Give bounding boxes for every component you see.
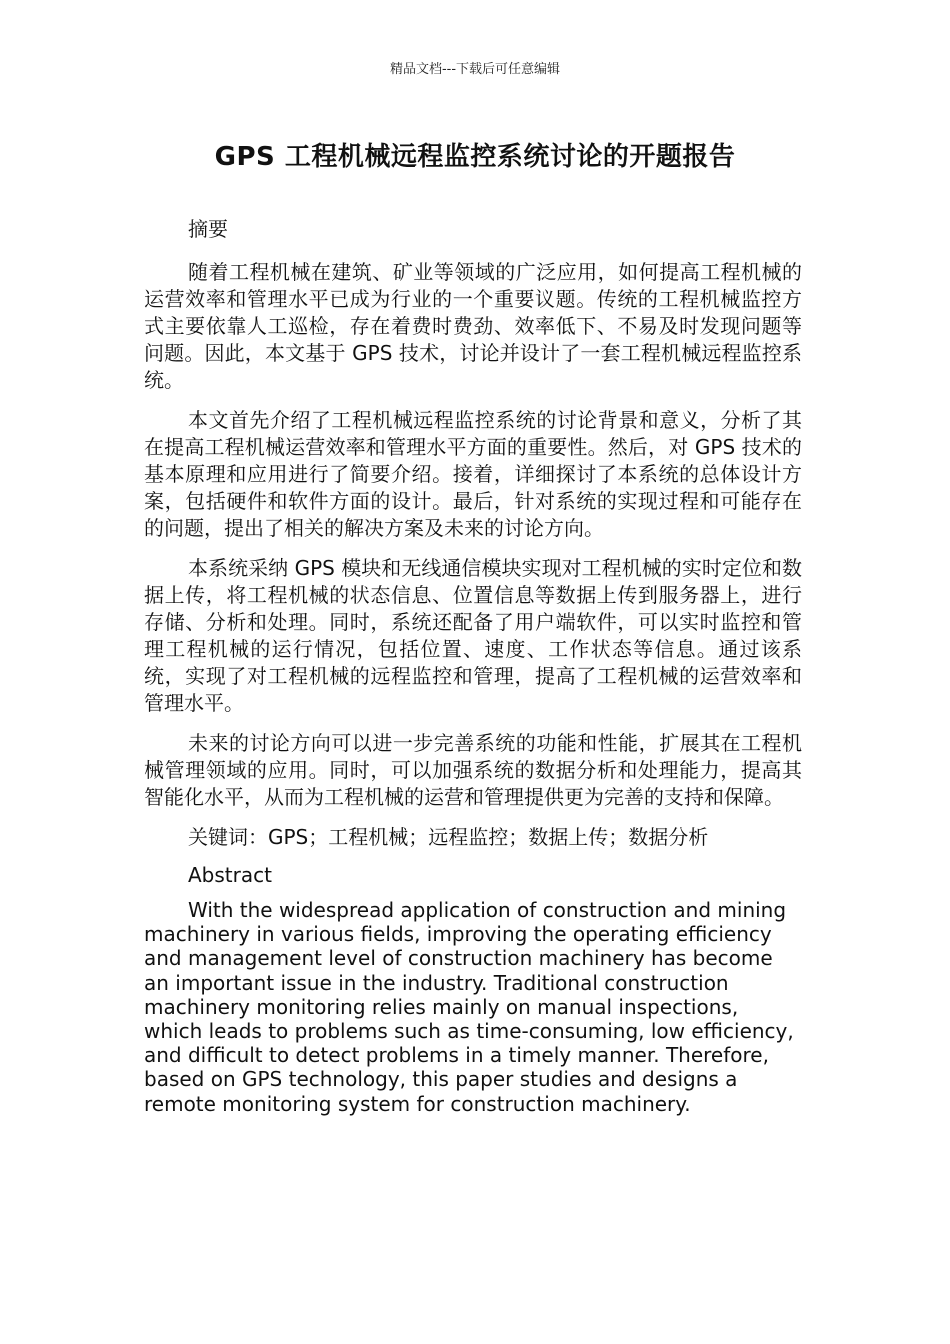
abstract-en-label: Abstract [188, 863, 272, 887]
keywords-line: 关键词：GPS；工程机械；远程监控；数据上传；数据分析 [188, 825, 709, 849]
abstract-cn-label: 摘要 [188, 217, 228, 241]
header-note: 精品文档---下载后可任意编辑 [389, 62, 561, 77]
paragraph-2: 本文首先介绍了工程机械远程监控系统的讨论背景和意义，分析了其在提高工程机械运营效率和管理水平方面的重要性。然后，对 GPS 技术的基本原理和应用进行了简要介绍。接着，详细探讨了本系统的总体设计方案，包括硬件和软件方面的设计。最后，针对系统的实现过程和可能存在的问题，提出了相关的解决方案及未来的讨论方向。 [144, 408, 802, 540]
abstract-en-paragraph: With the widespread application of construction and mining machinery in various fields, improving the operating efficiency and management level of construction machinery has become an important issue in the industry. Traditional construction machinery monitoring relies mainly on manual inspections, which leads to problems such as time-consuming, low efficiency, and difficult to detect problems in a timely manner. Therefore, based on GPS technology, this paper studies and designs a remote monitoring system for construction machinery. [144, 898, 794, 1116]
paragraph-3: 本系统采纳 GPS 模块和无线通信模块实现对工程机械的实时定位和数据上传，将工程机械的状态信息、位置信息等数据上传到服务器上，进行存储、分析和处理。同时，系统还配备了用户端软件，可以实时监控和管理工程机械的运行情况，包括位置、速度、工作状态等信息。通过该系统，实现了对工程机械的远程监控和管理，提高了工程机械的运营效率和管理水平。 [144, 556, 802, 715]
paragraph-1: 随着工程机械在建筑、矿业等领域的广泛应用，如何提高工程机械的运营效率和管理水平已成为行业的一个重要议题。传统的工程机械监控方式主要依靠人工巡检，存在着费时费劲、效率低下、不易及时发现问题等问题。因此，本文基于 GPS 技术，讨论并设计了一套工程机械远程监控系统。 [144, 260, 802, 392]
document-title: GPS 工程机械远程监控系统讨论的开题报告 [214, 142, 736, 172]
document-body [144, 216, 802, 1116]
paragraph-4: 未来的讨论方向可以进一步完善系统的功能和性能，扩展其在工程机械管理领域的应用。同时，可以加强系统的数据分析和处理能力，提高其智能化水平，从而为工程机械的运营和管理提供更为完善的支持和保障。 [144, 731, 802, 809]
